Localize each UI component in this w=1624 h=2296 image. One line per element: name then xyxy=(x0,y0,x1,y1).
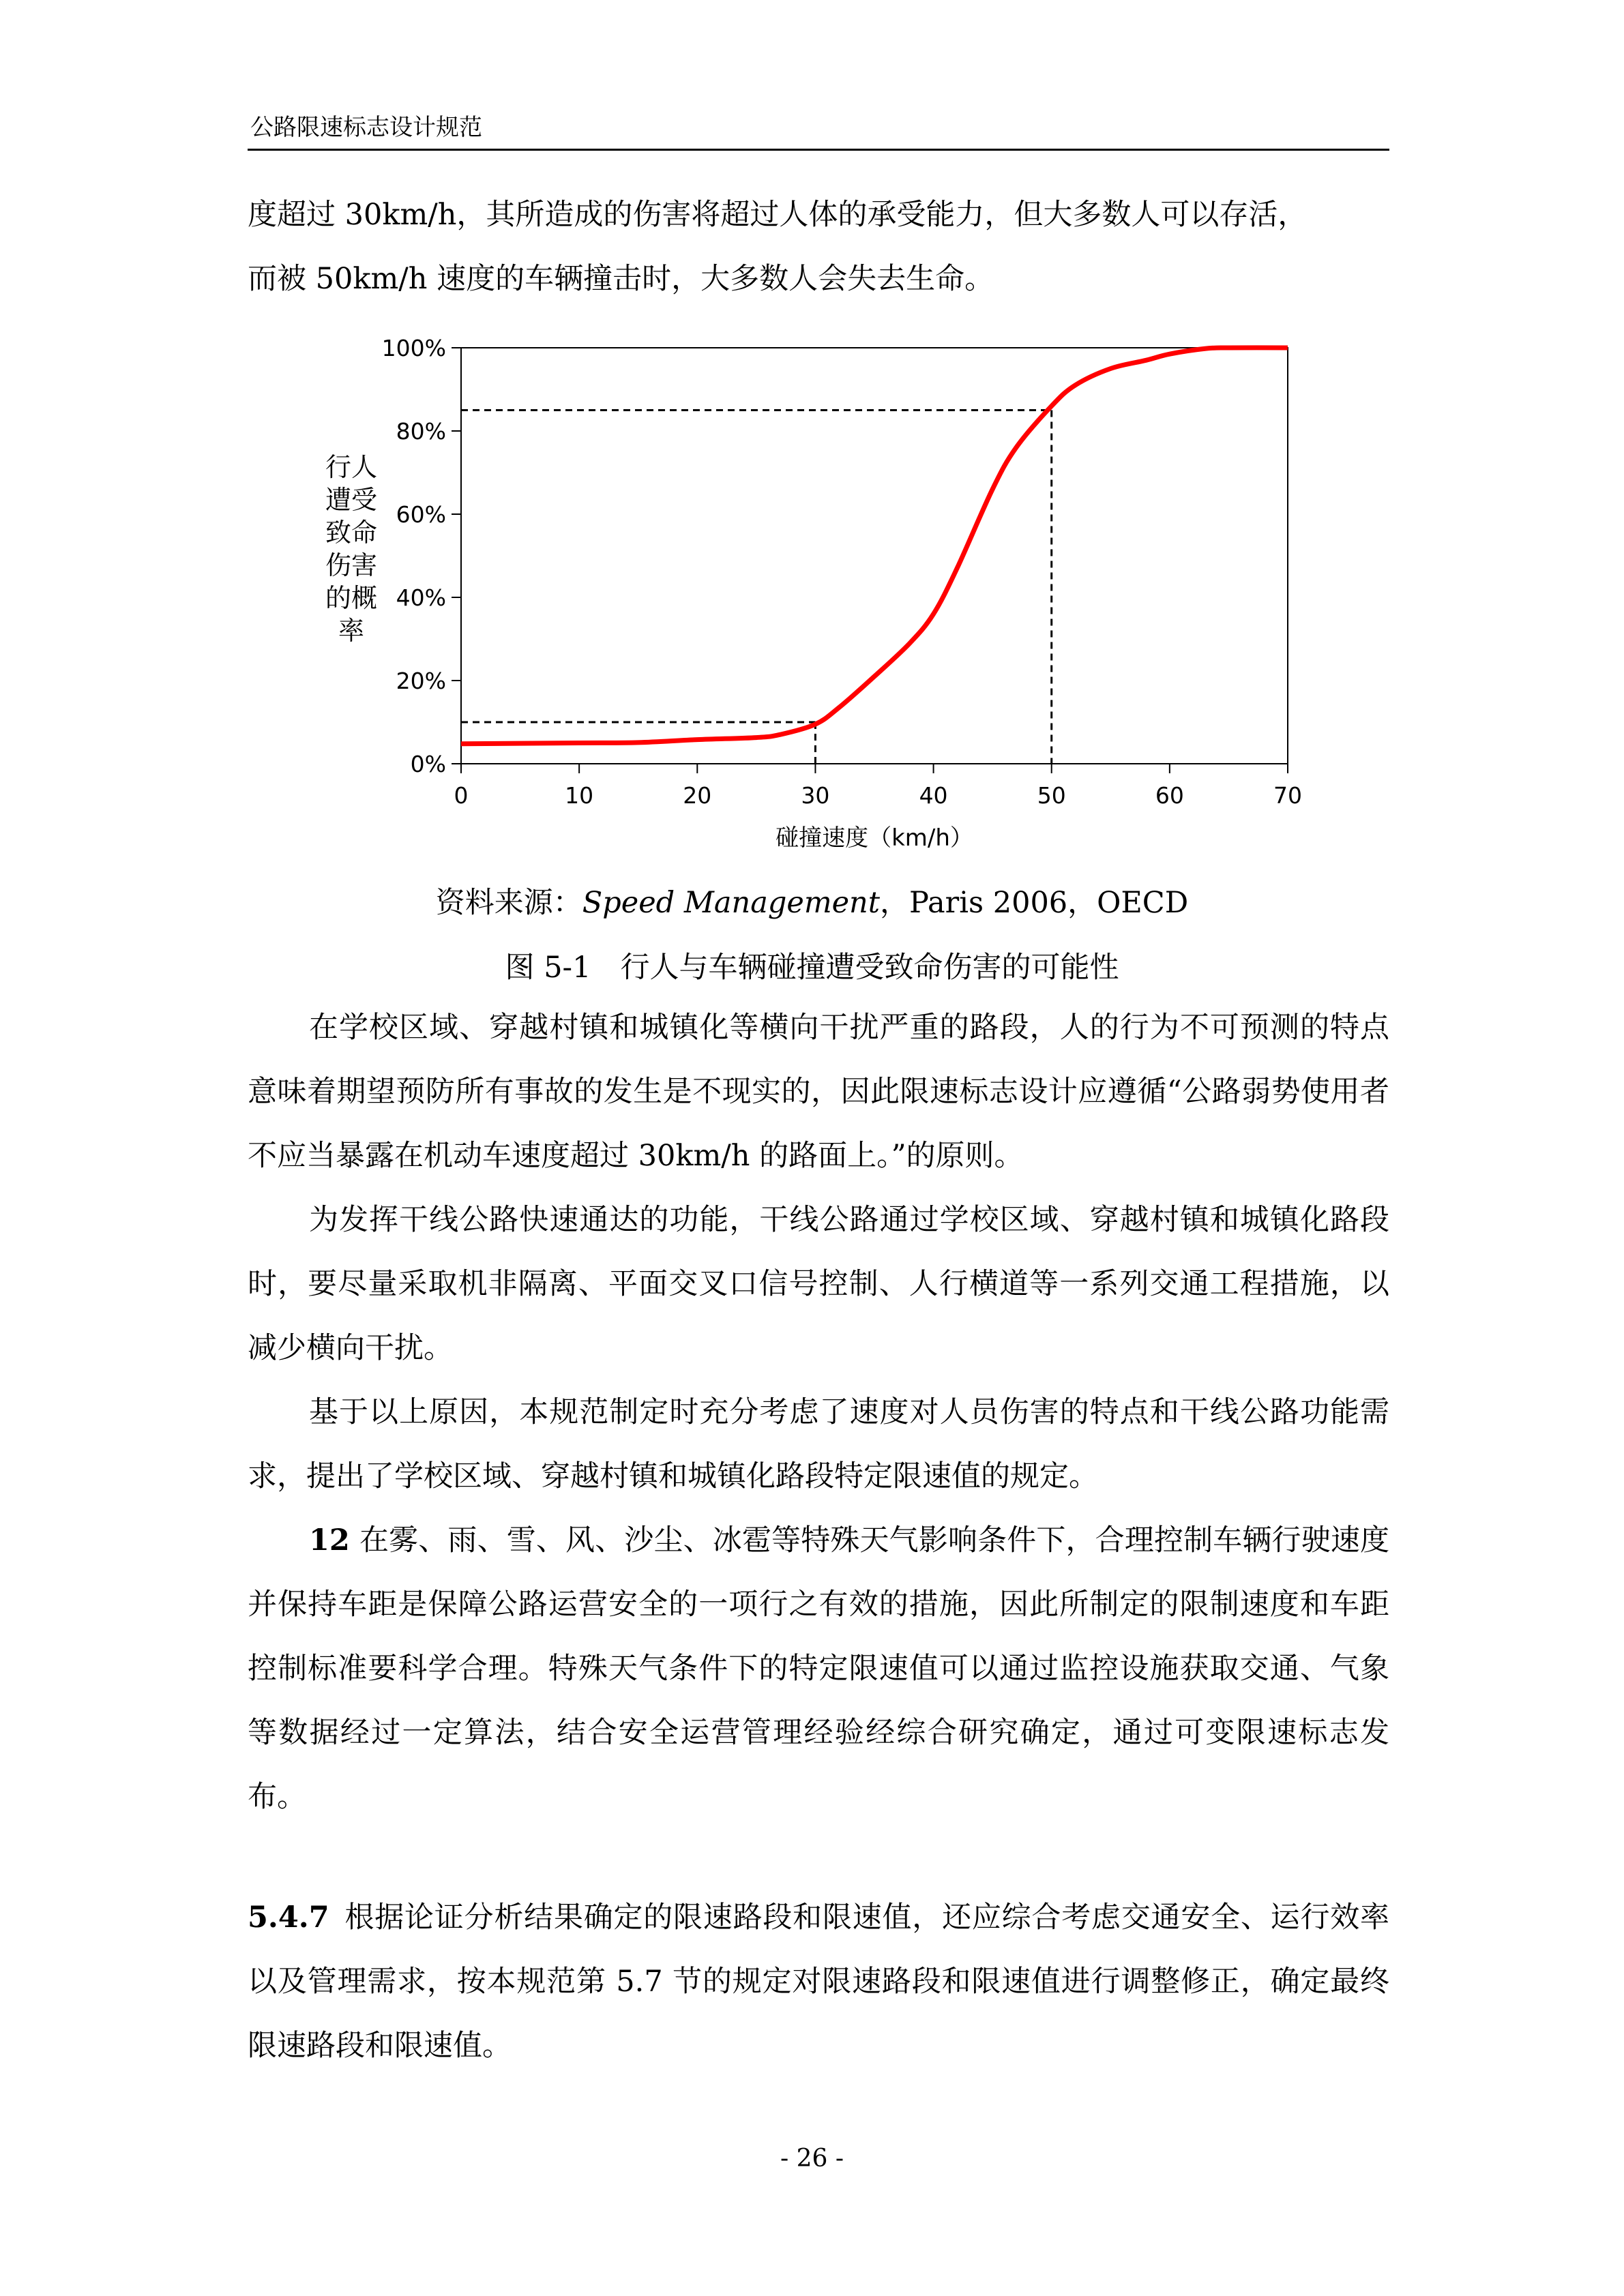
x-axis-ticks xyxy=(454,764,1303,809)
clause-5-4-7 xyxy=(248,1885,1389,2078)
source-prefix: 资料来源： xyxy=(435,886,582,920)
y-axis-label-line: 致命 xyxy=(325,518,378,548)
plot-frame xyxy=(461,348,1288,764)
y-tick-label: 100% xyxy=(381,335,446,361)
reference-lines xyxy=(461,411,1052,764)
y-tick-label: 40% xyxy=(396,584,446,611)
x-tick-label: 10 xyxy=(565,782,594,809)
y-axis-label-line: 率 xyxy=(338,616,365,646)
x-tick-label: 60 xyxy=(1155,782,1184,809)
y-tick-label: 20% xyxy=(396,668,446,694)
x-tick-label: 0 xyxy=(454,782,469,809)
paragraph-4-text: 在雾、雨、雪、风、沙尘、冰雹等特殊天气影响条件下，合理控制车辆行驶速度并保持车距是保障公路运营安全的一项行之有效的措施，因此所制定的限制速度和车距控制标准要科学合理。特殊天气条件下的特定限速值可以通过监控设施获取交通、气象等数据经过一定算法，结合安全运营管理经验经综合研究确定，通过可变限速标志发布。 xyxy=(248,1523,1389,1814)
y-axis-label-line: 的概 xyxy=(325,583,378,613)
y-tick-label: 0% xyxy=(410,751,446,777)
x-tick-label: 40 xyxy=(919,782,948,809)
y-tick-label: 80% xyxy=(396,418,446,445)
x-tick-label: 70 xyxy=(1273,782,1302,809)
page-number: - 26 - xyxy=(780,2145,844,2173)
y-axis-label-line: 伤害 xyxy=(325,550,378,580)
x-axis-label: 碰撞速度（km/h） xyxy=(776,824,973,852)
y-axis-label-line: 遭受 xyxy=(325,485,378,515)
running-header xyxy=(248,108,1389,151)
source-title: Speed Management xyxy=(582,886,881,920)
paragraph-3: 基于以上原因，本规范制定时充分考虑了速度对人员伤害的特点和干线公路功能需求，提出了学校区域、穿越村镇和城镇化路段特定限速值的规定。 xyxy=(248,1395,1389,1493)
intro-line-2: 而被 50km/h 速度的车辆撞击时，大多数人会失去生命。 xyxy=(248,262,994,296)
chart-series xyxy=(461,348,1288,744)
y-axis-label-line: 行人 xyxy=(325,452,378,482)
x-tick-label: 30 xyxy=(801,782,830,809)
y-axis-ticks xyxy=(382,335,461,777)
paragraph-4 xyxy=(248,1508,1389,1829)
x-tick-label: 20 xyxy=(683,782,712,809)
clause-number: 5.4.7 xyxy=(248,1900,329,1935)
paragraph-1: 在学校区域、穿越村镇和城镇化等横向干扰严重的路段，人的行为不可预测的特点意味着期望预防所有事故的发生是不现实的，因此限速标志设计应遵循“公路弱势使用者不应当暴露在机动车速度超过 30km/h 的路面上。”的原则。 xyxy=(248,1011,1389,1173)
item-number: 12 xyxy=(309,1523,350,1557)
fatality-curve xyxy=(461,348,1288,744)
figure-source xyxy=(0,880,1624,921)
chart-axes xyxy=(461,348,1288,764)
y-tick-label: 60% xyxy=(396,501,446,528)
clause-text: 根据论证分析结果确定的限速路段和限速值，还应综合考虑交通安全、运行效率以及管理需求，按本规范第 5.7 节的规定对限速路段和限速值进行调整修正，确定最终限速路段和限速值。 xyxy=(248,1900,1389,2063)
fatality-probability-chart xyxy=(300,320,1337,866)
paragraph-2: 为发挥干线公路快速通达的功能，干线公路通过学校区域、穿越村镇和城镇化路段时，要尽量采取机非隔离、平面交叉口信号控制、人行横道等一系列交通工程措施，以减少横向干扰。 xyxy=(248,1203,1389,1365)
figure-caption: 图 5-1 行人与车辆碰撞遭受致命伤害的可能性 xyxy=(505,951,1119,985)
intro-line-1: 度超过 30km/h，其所造成的伤害将超过人体的承受能力，但大多数人可以存活， xyxy=(248,198,1308,232)
y-axis-label xyxy=(325,452,377,646)
running-header-title: 公路限速标志设计规范 xyxy=(250,114,482,141)
x-tick-label: 50 xyxy=(1037,782,1066,809)
source-suffix: ，Paris 2006，OECD xyxy=(880,886,1189,920)
